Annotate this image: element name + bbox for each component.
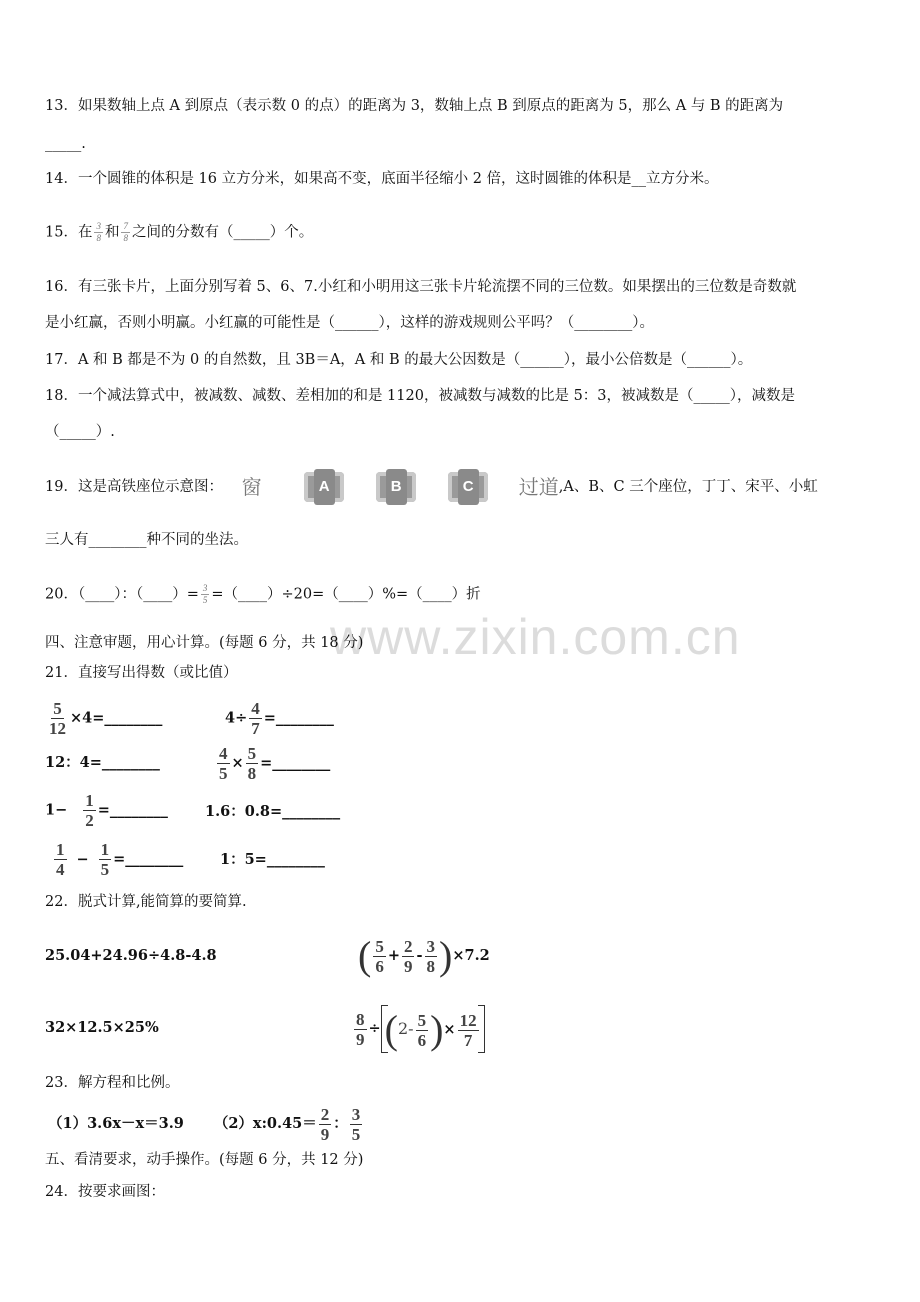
frac-num: 5 bbox=[53, 699, 62, 718]
q21-item-4b: 1：5=________ bbox=[220, 851, 325, 868]
q15-suffix: 之间的分数有（_____）个。 bbox=[131, 224, 314, 241]
frac-num: 7 bbox=[123, 221, 128, 231]
q21-2b-tail: =________ bbox=[260, 754, 331, 772]
frac-den: 8 bbox=[426, 956, 436, 976]
q21-3a-head: 1− bbox=[45, 801, 68, 819]
fraction bbox=[246, 745, 259, 782]
fraction bbox=[217, 745, 230, 782]
question-24: 24．按要求画图： bbox=[45, 1184, 165, 1200]
q20-suffix: =（____）÷20=（____）%=（____）折 bbox=[211, 586, 481, 603]
q21-item-1b bbox=[225, 700, 334, 737]
q21-item-4a bbox=[52, 841, 183, 878]
square-bracket bbox=[381, 1005, 485, 1053]
question-19-line2: 三人有________种不同的坐法。 bbox=[45, 532, 248, 548]
frac-num: 1 bbox=[85, 791, 94, 810]
seat-b-icon bbox=[376, 472, 416, 502]
watermark: www.zixin.com.cn bbox=[330, 609, 741, 665]
frac-num: 5 bbox=[247, 744, 257, 763]
fraction-3-5 bbox=[201, 584, 210, 605]
q19-prefix: 19．这是高铁座位示意图： bbox=[45, 479, 223, 495]
q23-problem-2-head: （2）x:0.45＝ bbox=[213, 1115, 317, 1132]
q21-item-3a bbox=[45, 792, 168, 829]
operator: − bbox=[76, 850, 89, 868]
frac-den: 9 bbox=[403, 956, 413, 976]
fraction bbox=[249, 700, 262, 737]
frac-den: 7 bbox=[251, 719, 260, 738]
section-4-heading: 四、注意审题，用心计算。(每题 6 分，共 18 分) bbox=[45, 635, 364, 651]
q21-3a-tail: =________ bbox=[97, 801, 168, 819]
frac-num: 5 bbox=[417, 1010, 427, 1030]
operator: ÷ bbox=[368, 1020, 381, 1037]
frac-num: 4 bbox=[251, 699, 260, 718]
q23-problems bbox=[48, 1104, 364, 1144]
q21-1a-tail: ×4=________ bbox=[70, 709, 163, 727]
frac-den: 6 bbox=[375, 956, 384, 976]
fraction bbox=[54, 841, 67, 878]
frac-den: 8 bbox=[247, 764, 257, 783]
fraction bbox=[402, 938, 415, 975]
fraction-3-8 bbox=[94, 222, 103, 243]
q19-suffix: ,A、B、C 三个座位，丁丁、宋平、小虹 bbox=[558, 479, 818, 495]
q22-expr-3: 32×12.5×25% bbox=[45, 1019, 159, 1036]
frac-den: 5 bbox=[351, 1124, 361, 1144]
question-13-line1: 13．如果数轴上点 A 到原点（表示数 0 的点）的距离为 3，数轴上点 B 到原点的距离为 5，那么 A 与 B 的距离为 bbox=[45, 98, 784, 114]
question-18-line2: （_____）. bbox=[45, 424, 115, 440]
q21-item-2a: 12：4=________ bbox=[45, 754, 160, 771]
q20-prefix: 20．（____）：（____）= bbox=[45, 586, 199, 603]
question-23-title: 23．解方程和比例。 bbox=[45, 1075, 180, 1091]
left-paren: ( bbox=[358, 933, 372, 978]
operator: + bbox=[387, 947, 400, 964]
frac-den: 8 bbox=[96, 233, 101, 243]
seat-c-icon bbox=[448, 472, 488, 502]
window-label: 窗 bbox=[241, 475, 262, 499]
frac-num: 1 bbox=[100, 840, 110, 859]
q22-expr-4 bbox=[352, 1003, 485, 1055]
question-21-title: 21．直接写出得数（或比值） bbox=[45, 665, 238, 681]
question-19-line1 bbox=[45, 470, 818, 504]
question-17: 17．A 和 B 都是不为 0 的自然数，且 3B＝A，A 和 B 的最大公因数是（______），最小公倍数是（______）。 bbox=[45, 352, 753, 368]
frac-den: 9 bbox=[356, 1029, 365, 1049]
fraction bbox=[354, 1011, 367, 1048]
frac-num: 12 bbox=[459, 1010, 477, 1030]
q21-1b-tail: =________ bbox=[263, 709, 334, 727]
fraction-7-8 bbox=[121, 222, 130, 243]
operator: × bbox=[443, 1021, 456, 1038]
q22-expr-2 bbox=[358, 928, 490, 984]
frac-num: 1 bbox=[56, 840, 65, 859]
operator: - bbox=[416, 947, 423, 964]
question-22-title: 22．脱式计算,能简算的要简算. bbox=[45, 894, 247, 910]
q21-item-2b bbox=[215, 745, 330, 782]
fraction bbox=[425, 938, 438, 975]
q15-mid: 和 bbox=[104, 224, 120, 241]
frac-den: 4 bbox=[56, 860, 65, 879]
fraction bbox=[99, 841, 112, 878]
frac-num: 2 bbox=[320, 1104, 330, 1124]
question-15 bbox=[45, 222, 313, 243]
q21-1b-head: 4÷ bbox=[225, 709, 248, 727]
q21-item-1a bbox=[45, 700, 162, 737]
left-paren: ( bbox=[384, 1007, 398, 1052]
fraction bbox=[350, 1106, 363, 1143]
fraction bbox=[373, 938, 386, 975]
frac-den: 5 bbox=[100, 860, 110, 879]
fraction bbox=[319, 1106, 332, 1143]
frac-den: 5 bbox=[202, 595, 208, 605]
question-14: 14．一个圆锥的体积是 16 立方分米，如果高不变，底面半径缩小 2 倍，这时圆锥的体积是__立方分米。 bbox=[45, 171, 719, 187]
question-18-line1: 18．一个减法算式中，被减数、减数、差相加的和是 1120，被减数与减数的比是 5：3，被减数是（_____），减数是 bbox=[45, 388, 796, 404]
seat-a-icon bbox=[304, 472, 344, 502]
fraction bbox=[47, 700, 68, 737]
q21-4a-tail: =________ bbox=[113, 850, 184, 868]
section-5-heading: 五、看清要求，动手操作。(每题 6 分，共 12 分) bbox=[45, 1152, 364, 1168]
frac-den: 7 bbox=[463, 1030, 473, 1050]
frac-num: 5 bbox=[375, 936, 384, 956]
frac-den: 12 bbox=[49, 719, 66, 738]
fraction bbox=[458, 1012, 479, 1049]
frac-num: 2 bbox=[403, 936, 413, 956]
question-16-line1: 16．有三张卡片，上面分别写着 5、6、7.小红和小明用这三张卡片轮流摆不同的三位数。如果摆出的三位数是奇数就 bbox=[45, 279, 797, 295]
frac-den: 9 bbox=[320, 1124, 330, 1144]
two-minus: 2- bbox=[397, 1019, 414, 1038]
frac-num: 3 bbox=[202, 583, 208, 593]
frac-den: 2 bbox=[85, 811, 94, 830]
question-16-line2: 是小红赢，否则小明赢。小红赢的可能性是（______），这样的游戏规则公平吗？（________）。 bbox=[45, 315, 654, 331]
right-paren: ) bbox=[439, 933, 453, 978]
q22-e2-tail: ×7.2 bbox=[452, 947, 490, 964]
frac-den: 8 bbox=[123, 233, 128, 243]
q21-item-3b: 1.6：0.8=________ bbox=[205, 803, 341, 820]
frac-num: 3 bbox=[426, 936, 436, 956]
fraction bbox=[416, 1012, 429, 1049]
colon: ： bbox=[333, 1115, 348, 1132]
q15-prefix: 15．在 bbox=[45, 224, 93, 241]
fraction bbox=[83, 792, 96, 829]
frac-den: 5 bbox=[219, 764, 228, 783]
right-paren: ) bbox=[430, 1007, 444, 1052]
frac-num: 3 bbox=[96, 221, 101, 231]
seat-c-label: C bbox=[458, 469, 479, 505]
question-13-line2: _____. bbox=[45, 136, 86, 152]
frac-den: 6 bbox=[417, 1030, 427, 1050]
frac-num: 3 bbox=[351, 1104, 361, 1124]
q22-expr-1: 25.04+24.96÷4.8-4.8 bbox=[45, 947, 217, 964]
frac-num: 4 bbox=[219, 744, 228, 763]
seat-a-label: A bbox=[314, 469, 335, 505]
aisle-label: 过道 bbox=[518, 475, 559, 499]
question-20 bbox=[45, 584, 481, 605]
seat-b-label: B bbox=[386, 469, 407, 505]
q23-problem-1: （1）3.6x－x＝3.9 bbox=[48, 1115, 184, 1132]
frac-num: 8 bbox=[356, 1009, 365, 1029]
operator: × bbox=[231, 754, 244, 772]
